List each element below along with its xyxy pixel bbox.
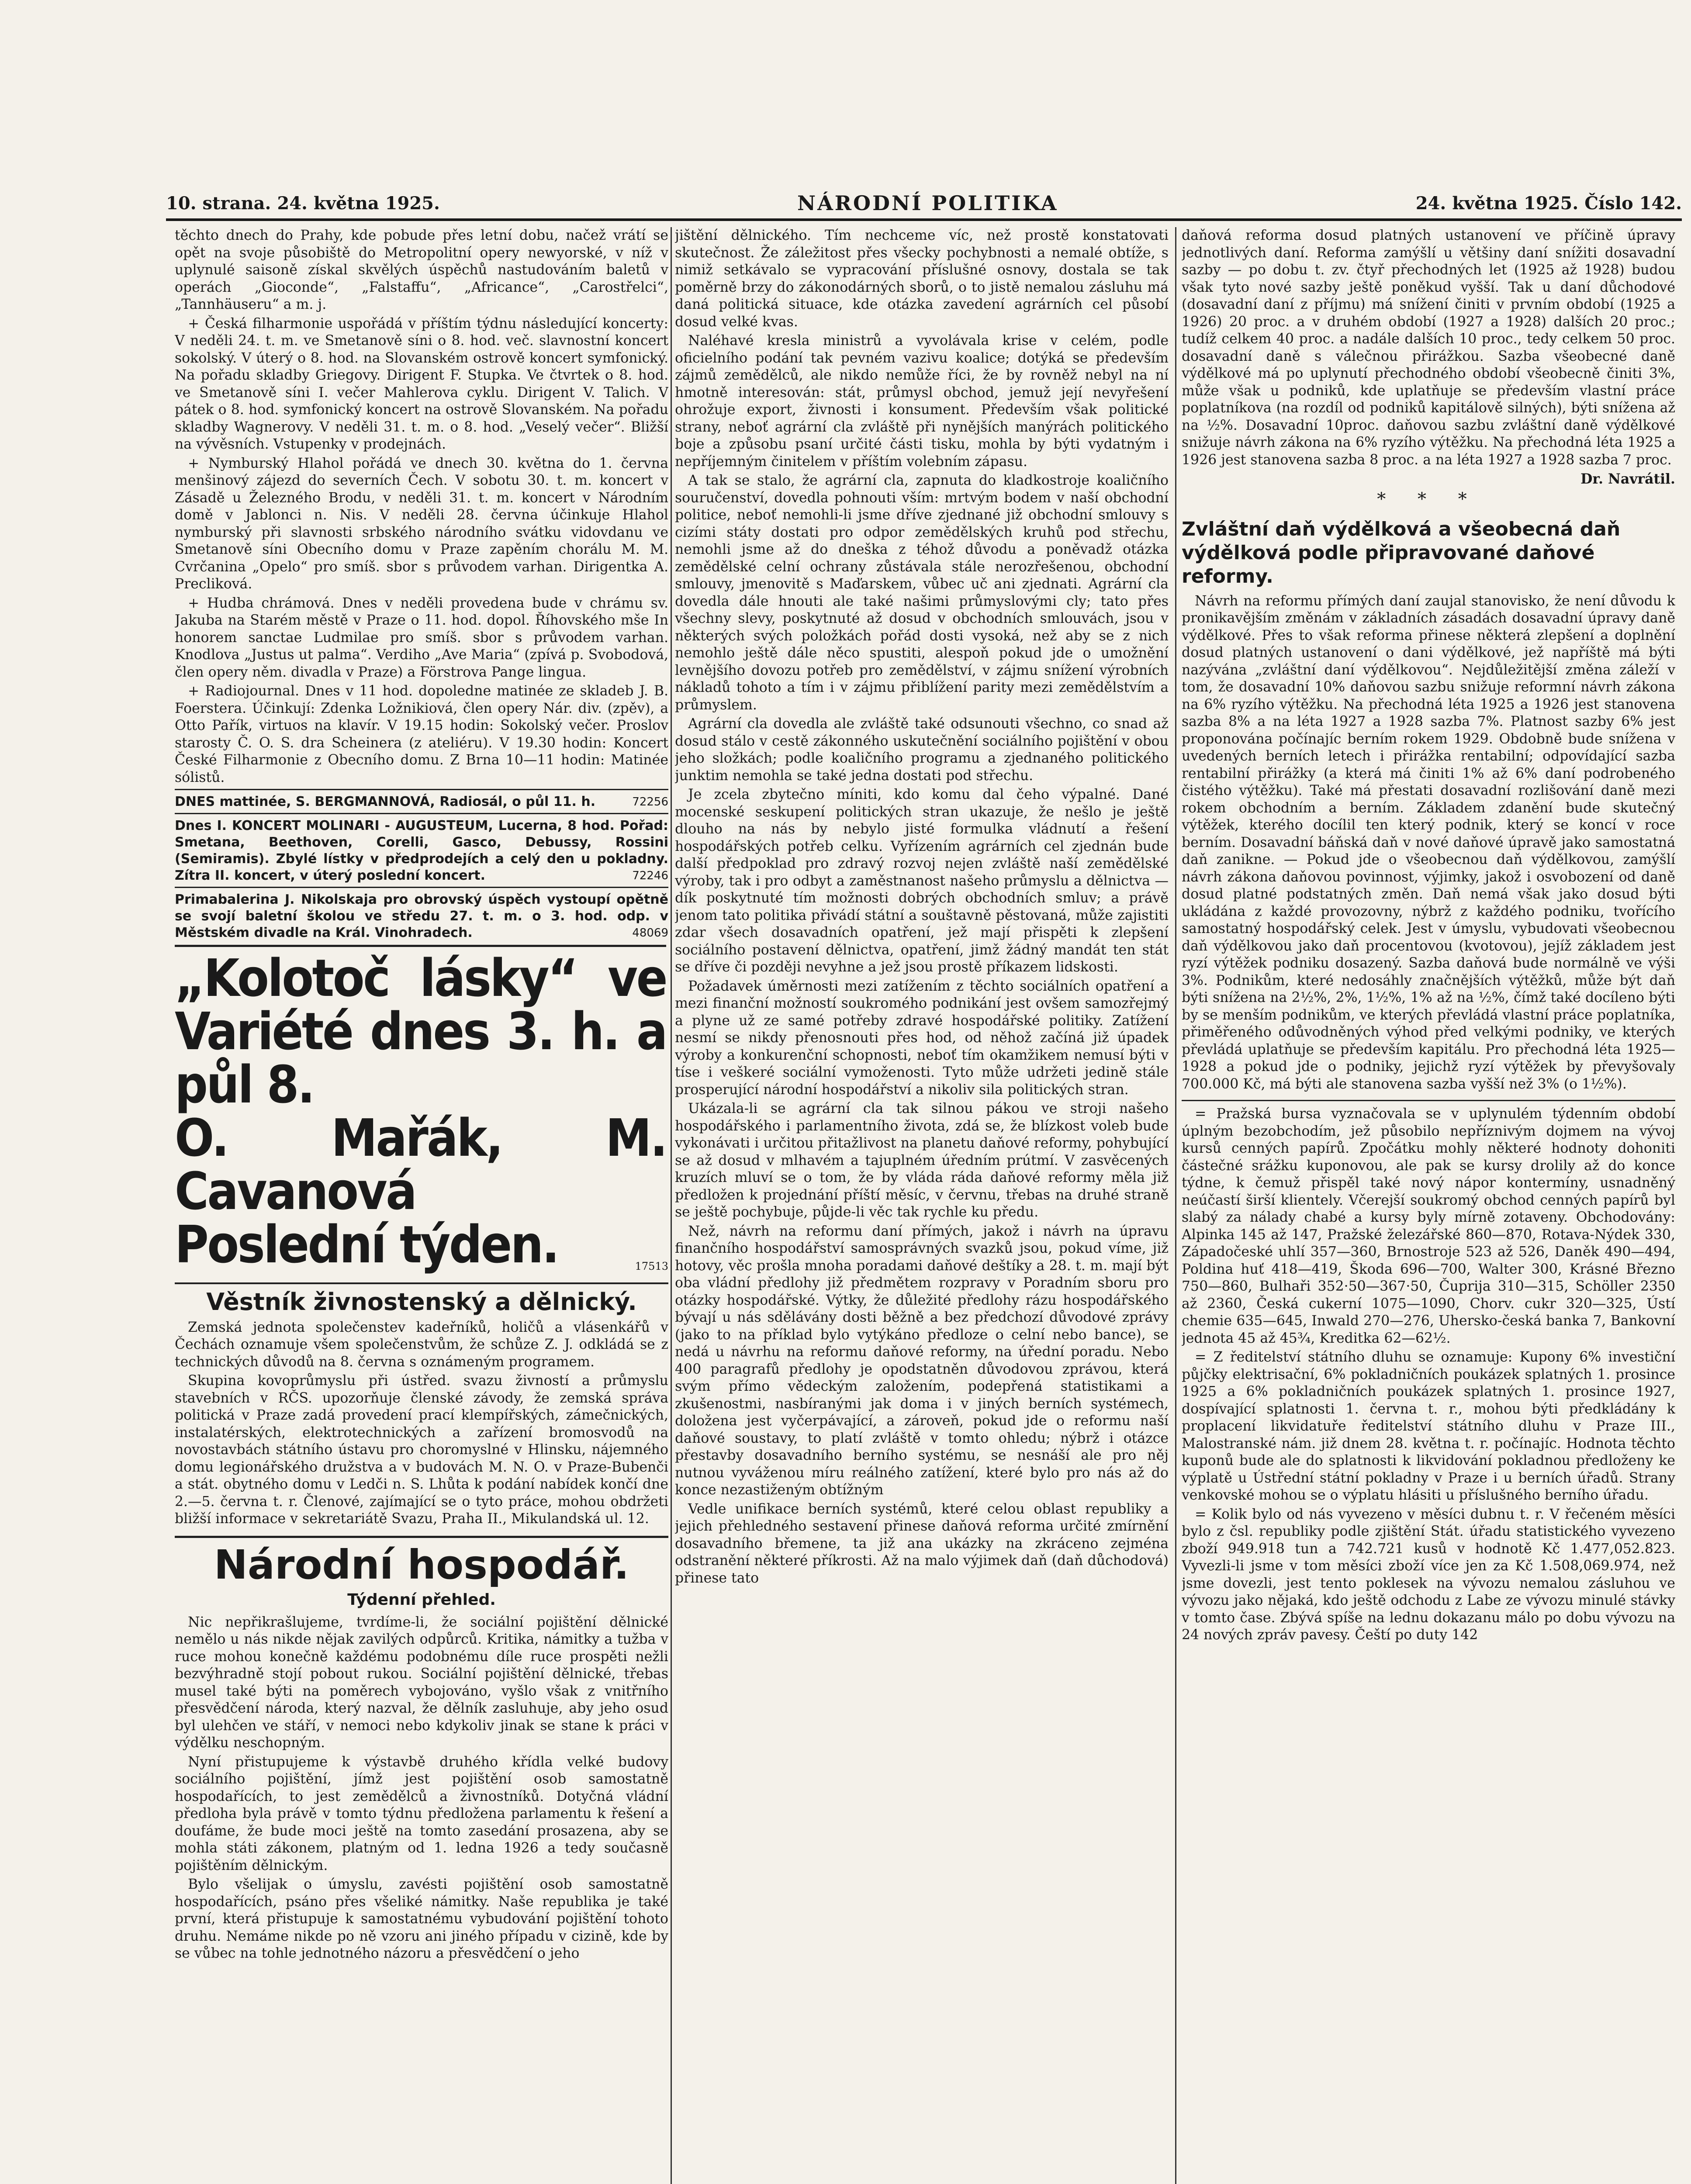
author-signature: Dr. Navrátil.: [1580, 471, 1675, 487]
advertisement: [175, 813, 668, 884]
ad-text: Dnes I. KONCERT MOLINARI - AUGUSTEUM, Lucerna, 8 hod. Pořad: Smetana, Beethoven, Corelli, Gasco, Debussy, Rossini (Semiramis). Zbylé lístky v předprodejích a celý den u pokladny. Zítra II. koncert, v úterý poslední koncert.: [175, 818, 668, 883]
ad-text: DNES mattinée, S. BERGMANNOVÁ, Radiosál, o půl 11. h.: [175, 794, 596, 809]
article-paragraph: Agrární cla dovedla ale zvláště také odsunouti všechno, co snad až dosud stálo v cestě zákonného uskutečnění sociálního pojištění v obou jeho složkách; podle koaličního programu a zjednaného politického junktim nemohla se také jedna dostati pod střechu.: [675, 716, 1169, 784]
display-ad-line: Poslední týden.: [175, 1214, 558, 1275]
article-paragraph: A tak se stalo, že agrární cla, zapnuta do kladkostroje koaličního souručenství, dovedla pohnouti vším: mrtvým bodem v naší obchodní politice, neboť nemohli-li jsme dříve zjednané již obchodní smlouvy s cizími státy dostati pro odpor zemědělských kruhů pod střechu, nemohli jsme až do dneška z téhož důvodu a poněvadž otázka zemědělské celní ochrany zůstávala stále nerozřešenou, obchodní smlouvy, jmenovitě s Maďarskem, vůbec uč ani zjednati. Agrární cla dovedla dále hnouti ale také našimi průmyslovými cly; tato přes všechny slevy, poskytnuté až dosud v obchodních smlouvách, jsou v některých svých položkách pořád dosti vysoká, než aby se z nich nemohlo ještě dále něco spustiti, alespoň pokud jde o umožnění levnějšího dovozu potřeb pro zemědělství, v zájmu snížení výrobních nákladů tohoto a tím i v zájmu přiblížení parity mezi zemědělstvím a průmyslem.: [675, 473, 1169, 713]
section-title: Národní hospodář.: [175, 1536, 668, 1588]
article-paragraph: Ukázala-li se agrární cla tak silnou pákou ve stroji našeho hospodářského i parlamentního života, zdá se, že blízkost voleb bude vykonávati i určitou přitažlivost na planetu daňové reformy, pohybující se až dosud v mlhavém a tajuplném úředním prútmí. V zasvěcených kruzích mluví se o tom, že by vláda ráda daňové reformy měla již předložen k projednání příští měsíc, v červnu, třebas na druhé straně se ještě pochybuje, půjde-li věc tak rychle ku předu.: [675, 1101, 1169, 1220]
article-paragraph: + Hudba chrámová. Dnes v neděli provedena bude v chrámu sv. Jakuba na Starém městě v Praze o 11. hod. dopol. Říhovského mše In honorem sanctae Ludmilae pro smíš. sbor s průvodem varhan. Knodlova „Justus ut palma“. Verdiho „Ave Maria“ (zpívá p. Svobodová, člen opery něm. divadla v Praze) a Förstrova Pange lingua.: [175, 595, 668, 680]
display-ad-number: 17513: [635, 1260, 668, 1272]
article-paragraph: Požadavek úměrnosti mezi zatížením z těchto sociálních opatření a mezi finanční možností soukromého podnikání jest ovšem samozřejmý a plyne už ze samé potřeby zdravé hospodářské politiky. Zatížení nesmí se nikdy přenosnouti přes hod, od něhož začíná již úpadek výroby a konkurenční schopnosti, neboť tím okamžikem nemusí býti v tíse i veškeré sociální vymoženosti. Tyto může udržeti jedině stále prosperující národní hospodářství a nikoliv sila politických stran.: [675, 978, 1169, 1098]
advertisement: [175, 789, 668, 810]
article-paragraph: = Kolik bylo od nás vyvezeno v měsíci dubnu t. r. V řečeném měsíci bylo z čsl. republiky podle zjištění Stát. úřadu statistického vyvezeno zboží 949.918 tun a 742.721 kusů v hodnotě Kč 1.477,052.823. Vyvezli-li jsme v tom měsíci zboží více jen za Kč 1.508,069.974, než jsme dovezli, jest tento poklesek na vývozu nemalou zásluhou ve vývozu jako nějaká, kdo ještě odchodu z Labe ze vývozu minulé stávky v tomto čase. Zbývá spíše na lednu dokazanu málo po dobu vývozu na 24 nových zpráv pavesy. Čeští po duty 142: [1182, 1506, 1675, 1643]
section-divider-stars: * * *: [1377, 489, 1480, 509]
column-3: [1182, 227, 1675, 2184]
article-paragraph: Zemská jednota společenstev kadeřníků, holičů a vlásenkářů v Čechách oznamuje všem společenstvům, že schůze Z. J. odkládá se z technických důvodů na 8. června s oznámeným programem.: [175, 1319, 668, 1370]
column-1: [175, 227, 668, 2184]
article-paragraph: Bylo všelijak o úmyslu, zavésti pojištění osob samostatně hospodařících, psáno přes všeliké námitky. Naše republika je také první, která přistupuje k samostatnému vybudování pojištění tohoto druhu. Nemáme nikde po ně vzoru ani jiného případu v cizině, kde by se vůbec na tohle jednotného názoru a přesvědčení o jeho: [175, 1876, 668, 1961]
ad-text: Primabalerina J. Nikolskaja pro obrovský úspěch vystoupí opětně se svojí baletní školou ve středu 27. t. m. o 3. hod. odp. v Městském divadle na Král. Vinohradech.: [175, 892, 668, 940]
article-paragraph: jištění dělnického. Tím nechceme víc, než prostě konstatovati skutečnost. Že záležitost přes všecky pochybnosti a nemalé obtíže, s nimiž setkávalo se vypracování příslušné osnovy, dostala se tak poměrně brzy do zákonodárných sborů, o to jistě nemalou zásluhu má daná politická situace, kde otázka zavedení agrárních cel působí dosud velké kvas.: [675, 228, 1169, 330]
header-date-right: 24. května 1925. Číslo 142.: [1415, 193, 1682, 214]
article-paragraph: Nic nepřikrašlujeme, tvrdíme-li, že sociální pojištění dělnické nemělo u nás nikde nějak zavilých odpůrců. Kritika, námitky a tužba v ruce mohou konečně každému podobnému díle ruce prospěti nežli bezvýhradně stojí pobout rukou. Sociální pojištění dělnické, třebas musel také býti na poměrech vybojováno, vyšlo však z vnitřního přesvědčení národa, který nazval, že dělník zasluhuje, aby jeho osud byl ulehčen ve stáří, v nemoci nebo kdykoliv jinak se stane k práci v výdělku neschopným.: [175, 1614, 668, 1751]
masthead: NÁRODNÍ POLITIKA: [797, 191, 1058, 215]
article-paragraph: Než, návrh na reformu daní přímých, jakož i návrh na úpravu finančního hospodářství samosprávných svazků jsou, pokud víme, již hotovy, věc prošla mnoha poradami daňové deštíky a 28. t. m. mají být oba vládní předlohy již předmětem rozpravy v Poradním sboru pro otázky hospodářské. Výtky, že důležité předlohy rázu hospodářského bývají u nás sdělávány dosti běžně a bez předchozí důvodové zprávy (jako to na příklad bylo vytýkáno předloze o celní nebo bance), se nedá u návrhu na reformu daňové reformy, na úřední poradu. Nebo 400 paragrafů předlohy je opodstatněn důvodovou zprávou, která svým přímo vědeckým založením, podepřená statistikami a zkušenostmi, nasbíranými jak doma i v jiných berních systémech, doložena jest vyčerpávající, a zároveň, pokud jde o reformu naší daňové soustavy, to platí zvláště v tomto ohledu; nýbrž i otázce přestavby dosavadního berního systému, se nesnáší ale pro něj nutnou vyváženou míru reálného zatížení, které bylo pro nás až do konce nezastiženým obtížným: [675, 1223, 1169, 1498]
article-paragraph: = Z ředitelství státního dluhu se oznamuje: Kupony 6% investiční půjčky elektrisační, 6% pokladničních poukázek splatných 1. prosince 1925 a 6% pokladničních poukázek splatných 1. prosince 1927, dospívající splatnosti 1. června t. r., mohou býti předkládány k proplacení likvidatuře ředitelství státního dluhu v Praze III., Malostranské nám. již dnem 28. května t. r. počínajíc. Hodnota těchto kuponů bude ale do splatnosti k likvidování pokladnou předloženy ke výplatě u Ústřední státní pokladny v Praze i u berních úřadů. Strany venkovské mohou se o výplatu hlásiti u příslušného berního úřadu.: [1182, 1349, 1675, 1503]
display-ad-line: „Kolotoč lásky“ ve Variété dnes 3. h. a půl 8.: [175, 948, 666, 1115]
column-2: [675, 227, 1169, 2184]
ad-number: 48069: [632, 926, 668, 940]
article-paragraph: + Česká filharmonie uspořádá v příštím týdnu následující koncerty: V neděli 24. t. m. ve Smetanově síni o 8. hod. več. slavnostní koncert sokolský. V úterý o 8. hod. na Slovanském ostrově koncert symfonický. Na pořadu skladby Griegovy. Dirigent F. Stupka. Ve čtvrtek o 8. hod. ve Smetanově síni I. večer Mahlerova cyklu. Dirigent V. Talich. V pátek o 8. hod. symfonický koncert na ostrově Slovanském. Na pořadu skladby Wagnerovy. V neděli 31. t. m. o 8. hod. „Veselý večer“. Bližší na vývěsních. Vstupenky v prodejnách.: [175, 315, 668, 452]
display-advertisement: [175, 945, 666, 1275]
column-divider: [671, 227, 672, 2184]
article-paragraph: Vedle unifikace berních systémů, které celou oblast republiky a jejich přehledného sestavení přinese daňová reforma určité zmírnění dosavadního břemene, ta již ana ukázky na zkráceno zejména odstranění některé příkrosti. Až na malo výjimek daň (daň důchodová) přinese tato: [675, 1501, 1169, 1586]
article-paragraph: Je zcela zbytečno míniti, kdo komu dal čeho výpalné. Dané mocenské seskupení politických stran ukazuje, že nešlo je ještě dlouho na nás by nebylo jisté formulka vládnutí a řešení hospodářských potřeb celku. Vyřízením agrárních cel zjednán bude další předpoklad pro zdravý rozvoj nejen zvláště naší zemědělské výroby, tak i pro odbyt a zaměstnanost našeho průmyslu a dělnictva — dík poskytnuté tím možnosti dobrých obchodních smluv; a právě jenom tato politika přivádí státní a souštavně pěstovaná, může zajistiti zdar všech dosavadních opatření, jež mají přispěti k zlepšení sociálního postavení dělnictva, opatření, jimž žádný mandát ten stát se dříve či později nevyhne a jež jsou prostě příkazem lidskosti.: [675, 787, 1169, 975]
page-header: [166, 188, 1682, 218]
column-divider: [1175, 227, 1176, 2184]
ad-number: 72256: [632, 795, 668, 809]
section-subtitle: Týdenní přehled.: [347, 1590, 496, 1609]
advertisement: [175, 887, 668, 941]
article-paragraph: = Pražská bursa vyznačovala se v uplynulém týdenním období úplným bezobchodím, jež působilo nepříznivým dojmem na vývoj kursů cenných papírů. Zpočátku mohly některé hodnoty dohoniti částečné srážku kuponovou, ale pak se kursy drolily až do konce týdne, k čemuž přispěl také nový nápor kontermíny, usnadněný neúčastí širší klientely. Včerejší soukromý obchod cenných papírů byl slabý za nálady chabé a kursy byly mírně zotaveny. Obchodovány: Alpinka 145 až 147, Pražské železářské 860—870, Rotava-Nýdek 330, Západočeské uhlí 357—360, Brnostroje 523 až 526, Daněk 490—494, Poldina huť 418—419, Škoda 696—700, Walter 300, Krásné Březno 750—860, Bulhaři 352·50—367·50, Čuprija 310—315, Schöller 2350 až 2360, Česká cukerní 1075—1090, Chorv. cukr 320—325, Ústí chemie 635—645, Inwald 270—276, Uhersko-česká banka 7, Bankovní jednota 45 až 45¾, Kreditka 62—62½.: [1182, 1106, 1675, 1346]
header-date-left: 10. strana. 24. května 1925.: [166, 193, 440, 214]
header-rule: [166, 218, 1682, 221]
article-paragraph: + Nymburský Hlahol pořádá ve dnech 30. května do 1. června menšinový zájezd do severních Čech. V sobotu 30. t. m. koncert v Zásadě u Železného Brodu, v neděli 31. t. m. koncert v Národním domě v Jablonci n. Nis. V neděli 28. června účinkuje Hlahol nymburský při slavnosti srbského národního svátku vidovdanu ve Smetanově síni Obecního domu v Praze zapěním chorálu M. M. Cvrčanina „Opelo“ pro smíš. sbor s průvodem varhan. Dirigentka A. Precliková.: [175, 455, 668, 592]
section-heading: Věstník živnostenský a dělnický.: [175, 1282, 668, 1316]
article-paragraph: Skupina kovoprůmyslu při ústřed. svazu živností a průmyslu stavebních v RČS. upozorňuje členské závody, že zemská správa politická v Praze zadá provedení prací klempířských, zámečnických, instalatérských, elektrotechnických a zařízení bromosvodů na novostavbách státního ústavu pro choromyslné v Hlinsku, nájemného domu legionářského družstva a v budovách M. N. O. v Praze-Bubenči a stát. obytného domu v Ledči n. S. Lhůta k podání nabídek končí dne 2.—5. června t. r. Členové, zajímající se o tyto práce, mohou obdržeti bližší informace v sekretariátě Svazu, Praha II., Mikulandská ul. 12.: [175, 1373, 668, 1527]
article-paragraph: těchto dnech do Prahy, kde pobude přes letní dobu, načež vrátí se opět na svoje působiště do Metropolitní opery newyorské, v níž v uplynulé saisoně získal skvělých úspěchů nastudováním baletů v operách „Gioconde“, „Falstaffu“, „Africance“, „Carostřelci“, „Tannhäuseru“ a m. j.: [175, 228, 668, 312]
article-paragraph: + Radiojournal. Dnes v 11 hod. dopoledne matinée ze skladeb J. B. Foerstera. Účinkují: Zdenka Ložnikiová, člen opery Nár. div. (zpěv), a Otto Pařík, virtuos na klavír. V 19.15 hodin: Sokolský večer. Proslov starosty Č. O. S. dra Scheinera (z ateliéru). V 19.30 hodin: Koncert České Filharmonie z Obecního domu. Z Brna 10—11 hodin: Matinée sólistů.: [175, 683, 668, 785]
article-paragraph: daňová reforma dosud platných ustanovení ve příčině úpravy jednotlivých daní. Reforma zamýšlí u většiny daní snížiti dosavadní sazby — po dobu t. zv. čtyř přechodných let (1925 až 1928) budou však tyto nové sazby ještě poněkud vyšší. Tak u daní důchodové (dosavadní daní z příjmu) má snížení činiti v prvním období (1925 a 1926) 20 proc. a v druhém období (1927 a 1928) dalších 20 proc.; tudíž celkem 40 proc. a nadále dalších 10 proc., tedy celkem 50 proc. dosavadní daně s válečnou přirážkou. Sazba všeobecné daně výdělkové má po uplynutí přechodného období všeobecně činiti 3%, může však u podniků, kde uplatňuje se především vlastní práce poplatníkova (na rozdíl od podniků kapitálově silných), býti snížena až na ½%. Dosavadní 10proc. daňovou sazbu zvláštní daně výdělkové snižuje návrh zákona na 6% ryzího výtěžku. Na přechodná léta 1925 a 1926 jest stanovena sazba 8 proc. a na léta 1927 a 1928 sazba 7 proc.: [1182, 228, 1675, 468]
article-paragraph: Návrh na reformu přímých daní zaujal stanovisko, že není důvodu k pronikavějším změnám v základních zásadách dosavadní úpravy daně výdělkové. Přes to však reforma přinese některá zlepšení a doplnění dosud platných ustanovení o dani výdělkové, jež napříště má býti nazývána „zvláštní daní výdělkovou“. Nejdůležitější změna záleží v tom, že dosavadní 10% daňovou sazbu snižuje reformní návrh zákona na 6% ryzího výtěžku. Na přechodná léta 1925 a 1926 jest stanovena sazba 8% a na léta 1927 a 1928 sazba 7%. Platnost sazby 6% jest proponována počínajíc berním rokem 1929. Obdobně bude snížena v uvedených berních letech i přirážka rentabilní; odpovídající sazba rentabilní přirážky (a která má činiti 1% až 6% daní podrobeného čistého výtěžku). Také má přestati dosavadní rozlišování daně mezi rokem obchodním a berním. Základem zdanění bude skutečný výtěžek, kterého docílil ten který podnik, který se koncí v roce berním. Dosavadní báňská daň v nové daňové úpravě jako samostatná daň zanikne. — Pokud jde o všeobecnou daň výdělkovou, zamýšlí návrh zákona daňovou povinnost, výjimky, jakož i osvobození od daně dosud platné podstatných změn. Daň nemá však jako dosud býti ukládána z každé provozovny, nýbrž z každého podniku, tvořícího samostatný hospodářský celek. Jest v úmyslu, vybudovati všeobecnou daň výdělkovou jako daň procentovou (kvotovou), jejíž základem jest ryzí výtěžek podniku dosazený. Sazba daňová bude normálně ve výši 3%. Podnikům, které nedosáhly značnějších výtěžků, může být daň býti snížena na 2½%, 2%, 1½%, 1% až na ½%, čímž také docíleno býti by se menším podnikům, ve kterých převládá vlastní práce poplatníka, přiměřeného odůvodněných výhod před velkými podniky, ve kterých převládá uplatňuje se především kapitálu. Pro přechodná léta 1925—1928 a pokud jde o podniky, jejichž ryzí výtěžek by převyšovaly 700.000 Kč, má býti ale stanovena sazba vyšší než 3% (o 1½%).: [1182, 593, 1675, 1092]
ad-number: 72246: [632, 869, 668, 882]
article-heading: Zvláštní daň výdělková a všeobecná daň výdělková podle připravované daňové reformy.: [1182, 518, 1621, 587]
article-paragraph: Naléhavé kresla ministrů a vyvolávala krise v celém, podle oficielního podání tak pevném vazivu koalice; dotýká se především zájmů zemědělců, ale nikdo nemůže říci, že by rovněž nebyl na ní hmotně interesován: stát, průmysl obchod, jemuž její nevyřešení ohrožuje export, živnosti i konsument. Především však politické strany, neboť agrární cla zvláště při nynějších manýrách politického boje a způsobu psaní určité části tisku, mohla by býti vydatným i nepříjemným činitelem v příštím volebním zápasu.: [675, 333, 1169, 470]
section-rule: [1182, 1100, 1675, 1101]
display-ad-line: O. Mařák, M. Cavanová: [175, 1108, 666, 1221]
article-paragraph: Nyní přistupujeme k výstavbě druhého křídla velké budovy sociálního pojištění, jímž jest pojištění osob samostatně hospodařících, to jest zemědělců a živnostníků. Dotyčná vládní předloha byla právě v tomto týdnu předložena parlamentu k řešení a doufáme, že bude moci ještě na tomto zasedání prosazena, aby se mohla státi zákonem, platným od 1. ledna 1926 a tedy současně pojištěním dělnickým.: [175, 1754, 668, 1873]
